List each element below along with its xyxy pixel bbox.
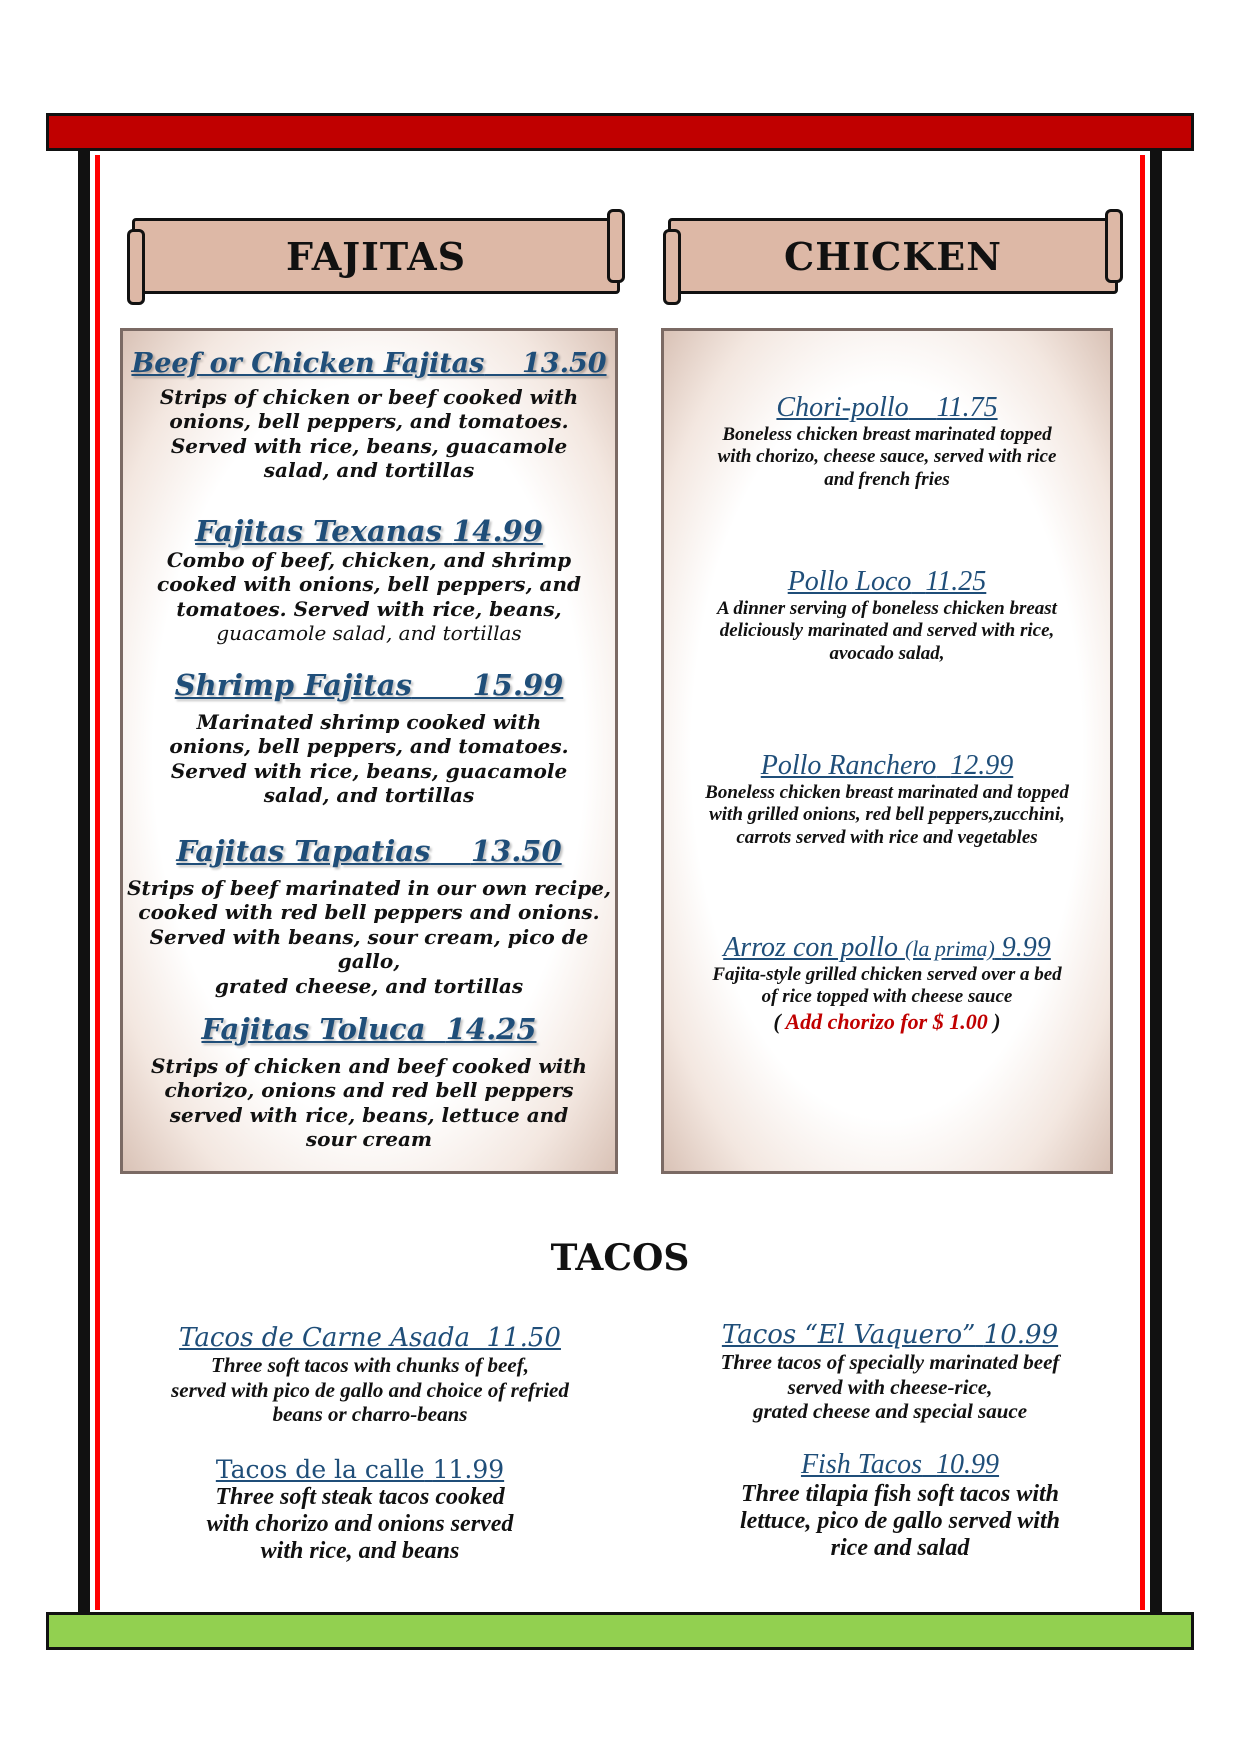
item-price: 11.75 xyxy=(936,392,998,423)
desc-line: Strips of chicken and beef cooked with xyxy=(151,1054,587,1078)
desc-line: with chorizo, cheese sauce, served with rice xyxy=(717,446,1057,468)
menu-item xyxy=(120,668,618,808)
item-description xyxy=(120,876,618,998)
desc-line: served with rice, beans, lettuce and xyxy=(169,1102,569,1127)
item-title xyxy=(660,1320,1120,1350)
item-name: Pollo Ranchero xyxy=(760,750,937,781)
desc-line: and french fries xyxy=(824,468,950,490)
left-black-post xyxy=(78,151,90,1612)
desc-line: deliciously marinated and served with rice, xyxy=(719,620,1055,642)
item-price: 11.25 xyxy=(925,566,987,597)
item-description xyxy=(120,385,618,483)
item-description xyxy=(110,1484,610,1565)
item-title xyxy=(120,834,618,868)
item-name: Tacos “El Vaquero” xyxy=(721,1320,976,1350)
item-name: Beef or Chicken Fajitas xyxy=(131,348,485,379)
item-name: Fish Tacos xyxy=(800,1449,923,1480)
menu-item xyxy=(660,1320,1120,1424)
menu-item xyxy=(120,514,618,646)
scroll-curl-right xyxy=(607,209,625,283)
item-name: Arroz con pollo xyxy=(723,932,898,963)
desc-line: chorizo, onions and red bell peppers xyxy=(164,1078,574,1103)
item-title xyxy=(110,1323,630,1353)
desc-line: Strips of chicken or beef cooked with xyxy=(159,385,579,409)
right-black-post xyxy=(1150,151,1162,1612)
desc-line: served with pico de gallo and choice of refried xyxy=(171,1377,569,1402)
item-name: Pollo Loco xyxy=(787,566,912,597)
item-price: 11.99 xyxy=(432,1455,505,1484)
desc-line: Strips of beef marinated in our own recipe, xyxy=(127,876,611,900)
desc-line: served with cheese-rice, xyxy=(787,1374,993,1399)
desc-line: beans or charro-beans xyxy=(272,1402,468,1427)
item-description xyxy=(120,710,618,808)
item-price: 13.50 xyxy=(470,834,562,868)
desc-line: cooked with red bell peppers and onions. xyxy=(138,900,600,925)
item-title xyxy=(661,566,1113,598)
item-price: 10.99 xyxy=(983,1320,1059,1350)
desc-line: rice and salad xyxy=(830,1534,970,1561)
chicken-banner xyxy=(668,218,1118,294)
addon-paren-open: ( xyxy=(773,1008,781,1034)
desc-line: with rice, and beans xyxy=(260,1537,460,1564)
desc-line: of rice topped with cheese sauce xyxy=(761,986,1013,1008)
menu-item xyxy=(661,392,1113,491)
item-price: 14.99 xyxy=(452,514,543,548)
item-description xyxy=(120,548,618,646)
desc-line: cooked with onions, bell peppers, and xyxy=(157,572,581,597)
item-title xyxy=(120,514,618,548)
desc-line: avocado salad, xyxy=(829,642,945,664)
desc-line: grated cheese and special sauce xyxy=(752,1399,1028,1424)
addon-text: Add chorizo for $ 1.00 xyxy=(785,1008,988,1034)
top-red-bar xyxy=(46,113,1194,151)
menu-item xyxy=(110,1455,610,1565)
item-name: Fajitas Tapatias xyxy=(176,834,431,868)
menu-item xyxy=(120,834,618,998)
chicken-heading: CHICKEN xyxy=(784,233,1002,279)
menu-item xyxy=(120,348,618,483)
scroll-curl-left xyxy=(663,229,681,305)
item-description xyxy=(661,964,1113,1009)
item-name: Chori-pollo xyxy=(776,392,909,423)
menu-item xyxy=(110,1323,630,1427)
desc-line: onions, bell peppers, and tomatoes. xyxy=(169,409,569,434)
desc-line: Served with beans, sour cream, pico de gallo, xyxy=(149,924,589,974)
item-price: 11.50 xyxy=(486,1323,561,1353)
item-title xyxy=(120,668,618,702)
scroll-curl-left xyxy=(127,229,145,305)
desc-line: Boneless chicken breast marinated and topped xyxy=(705,782,1069,803)
item-name: Tacos de Carne Asada xyxy=(179,1323,470,1353)
desc-line: grated cheese, and tortillas xyxy=(214,973,524,998)
desc-line: carrots served with rice and vegetables xyxy=(736,826,1038,848)
desc-line: A dinner serving of boneless chicken breast xyxy=(717,598,1057,619)
addon-note xyxy=(661,1009,1113,1035)
desc-line: Three soft steak tacos cooked xyxy=(215,1484,505,1510)
item-description xyxy=(660,1481,1140,1562)
item-price: 13.50 xyxy=(522,348,607,379)
desc-line: tomatoes. Served with rice, beans, xyxy=(176,596,562,621)
desc-line: with grilled onions, red bell peppers,zucchini, xyxy=(709,804,1065,826)
item-description xyxy=(660,1350,1120,1424)
item-title xyxy=(661,392,1113,424)
desc-line: with chorizo and onions served xyxy=(206,1510,514,1537)
item-description xyxy=(661,782,1113,849)
tacos-heading: TACOS xyxy=(550,1237,690,1279)
menu-item xyxy=(660,1449,1140,1562)
item-title xyxy=(120,1012,618,1046)
right-red-stripe xyxy=(1140,155,1145,1610)
item-price: 12.99 xyxy=(950,750,1014,781)
scroll-curl-right xyxy=(1105,209,1123,283)
item-price: 10.99 xyxy=(936,1449,1000,1480)
desc-line: onions, bell peppers, and tomatoes. xyxy=(169,734,569,759)
desc-line: Three soft tacos with chunks of beef, xyxy=(211,1353,529,1377)
addon-paren-close: ) xyxy=(993,1008,1001,1034)
desc-line: Three tilapia fish soft tacos with xyxy=(740,1481,1060,1507)
item-title xyxy=(661,750,1113,782)
menu-item xyxy=(661,750,1113,849)
desc-line: Served with rice, beans, guacamole xyxy=(170,758,568,783)
item-name: Fajitas Texanas xyxy=(195,514,442,548)
item-title xyxy=(660,1449,1140,1481)
desc-line: Three tacos of specially marinated beef xyxy=(720,1350,1060,1374)
item-price: 15.99 xyxy=(472,668,564,702)
item-price: 9.99 xyxy=(1001,932,1051,963)
item-description xyxy=(120,1054,618,1152)
left-red-stripe xyxy=(95,155,100,1610)
desc-line: salad, and tortillas xyxy=(263,458,475,483)
item-price: 14.25 xyxy=(445,1012,537,1046)
item-title xyxy=(110,1455,610,1484)
desc-line: Fajita-style grilled chicken served over a bed xyxy=(712,964,1062,985)
desc-line: Boneless chicken breast marinated topped xyxy=(722,424,1052,445)
desc-line: guacamole salad, and tortillas xyxy=(216,621,522,646)
item-description xyxy=(661,598,1113,665)
desc-line: Served with rice, beans, guacamole xyxy=(170,433,568,458)
desc-line: sour cream xyxy=(305,1127,433,1152)
menu-item xyxy=(120,1012,618,1152)
item-name: Fajitas Toluca xyxy=(201,1012,426,1046)
item-name-extra: (la prima) xyxy=(904,936,995,961)
menu-item xyxy=(661,566,1113,665)
item-name: Tacos de la calle xyxy=(215,1455,425,1484)
desc-line: lettuce, pico de gallo served with xyxy=(740,1507,1060,1534)
item-title xyxy=(661,932,1113,964)
fajitas-heading: FAJITAS xyxy=(285,233,467,279)
item-title xyxy=(120,348,618,379)
bottom-green-bar xyxy=(46,1612,1194,1650)
menu-item xyxy=(661,932,1113,1035)
desc-line: salad, and tortillas xyxy=(263,783,475,808)
item-name: Shrimp Fajitas xyxy=(174,668,412,702)
desc-line: Combo of beef, chicken, and shrimp xyxy=(166,548,572,572)
desc-line: Marinated shrimp cooked with xyxy=(196,710,542,734)
fajitas-banner xyxy=(132,218,620,294)
item-description xyxy=(110,1353,630,1427)
item-description xyxy=(661,424,1113,491)
